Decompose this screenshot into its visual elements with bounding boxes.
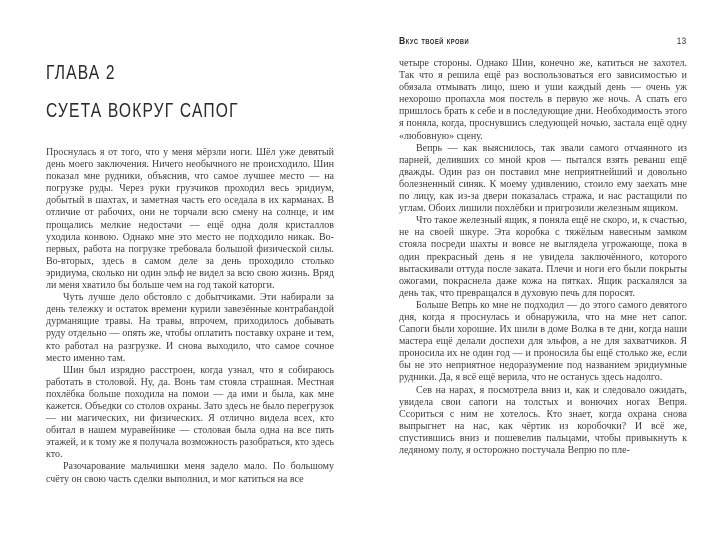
paragraph: Чуть лучше дело обстояло с добытчиками. Эти набирали за день тележку и остаток времени курили завезённые контрабандой дурманящие травы. На травы, впрочем, приходилось добывать руду отдельно — опять же, чтобы оплатить поставку охране и тем, кто работал на разгрузке. И снова выходило, что самое сочное место именно там.	[46, 292, 334, 364]
chapter-title-heading: СУЕТА ВОКРУГ САПОГ	[46, 100, 239, 122]
paragraph: Что такое железный ящик, я поняла ещё не скоро, и, к счастью, не на своей шкуре. Эта коробка с тяжёлым навесным замком стояла посреди шахты и вовсе не выглядела угрожающе, пока в один прекрасный день я не увидела заключённого, которого вытаскивали оттуда после заката. Плечи и ноги его были покрыты ожогами, покраснела даже кожа на пятках. Ящик раскалялся за день так, что превращался в духовую печь для поросят.	[399, 215, 687, 299]
paragraph: Больше Вепрь ко мне не подходил — до этого самого девятого дня, когда я проснулась и обнаружила, что на мне нет сапог. Сапоги были хорошие. Их шили в доме Волка в те дни, когда наши мастера ещё делали доспехи для эльфов, а не для захватчиков. Я проносила их не один год — и проносила бы ещё столько же, если бы не это неприятное недоразумение под названием эридиумные рудники. Да, я всё ещё верила, что не останусь здесь надолго.	[399, 299, 687, 384]
paragraph: Вепрь — как выяснилось, так звали самого отчаянного из парней, деливших со мной кров — пытался взять реванш ещё дважды. Один раз он поставил мне неприятнейший и довольно болезненный синяк. К моему удивлению, стоило ему заехать мне по лицу, как из-за двери показалась стража, и нас растащили по углам. Обоих лишили похлёбки и пригрозили железным ящиком.	[399, 142, 687, 215]
chapter-number-heading: ГЛАВА 2	[46, 62, 116, 84]
page-number: 13	[677, 36, 687, 47]
running-header: Вкус твоей крови	[399, 35, 470, 47]
paragraph: Разочарование мальчишки меня задело мало. По большому счёту он свою часть сделки выполнил, и мог катиться на все	[46, 461, 334, 485]
left-page	[46, 0, 334, 540]
right-page-text	[399, 58, 687, 457]
right-page	[399, 0, 687, 540]
paragraph: четыре стороны. Однако Шин, конечно же, катиться не захотел. Так что я решила ещё раз воспользоваться его зависимостью и обязала отмывать лицо, шею и уши каждый день — очень уж нехорошо пропахла моя постель в первую же ночь. А спать его пришлось брать к себе и в последующие дни. Необходимость этого я поняла, когда, проснувшись следующей ночью, застала ещё одну «любовную» сцену.	[399, 58, 687, 142]
paragraph: Шин был изрядно расстроен, когда узнал, что я собираюсь работать в столовой. Ну, да. Вонь там стояла страшная. Местная похлёбка больше походила на помои — да ими и была, как мне кажется. Объедки со столов охраны. Зато здесь не было перегрузок — ни магических, ни физических. Я отлично видела всех, кто обитал в нашем муравейнике — столовая была одна на все пять этажей, и к тому же я получала возможность разобраться, кто здесь кто.	[46, 364, 334, 461]
paragraph: Проснулась я от того, что у меня мёрзли ноги. Шёл уже девятый день моего заключения. Ничего необычного не происходило. Шин показал мне рудники, объяснив, что самое лучшее место — на погрузке руды. Через руки грузчиков проходил весь эридиум, добытый в шахтах, и заметная часть его оседала в их карманах. В отличие от рабочих, они не торчали всю смену на солнце, и им прощались мелкие недостачи — ещё одна доля кристаллов уходила конвою. Однако мне это место не подходило никак. Во-первых, работа на погрузке требовала большой физической силы. Во-вторых, здесь в самом деле за день проходило столько эридиума, сколько ни один эльф не видел за всю свою жизнь. Вряд ли меня хватило бы больше чем на год такой каторги.	[46, 147, 334, 292]
left-page-text	[46, 147, 334, 486]
running-header-row	[399, 35, 687, 46]
paragraph: Сев на нарах, я посмотрела вниз и, как и следовало ожидать, увидела свои сапоги на толстых и вонючих ногах Вепря. Ссориться с ним не хотелось. Кто знает, когда охрана снова выпрыгнет на нас, как чёртик из коробочки? И всё же, спустившись вниз и пошевелив пальцами, чтобы привыкнуть к ледяному полу, я осторожно постучала Вепрю по пле-	[399, 384, 687, 456]
